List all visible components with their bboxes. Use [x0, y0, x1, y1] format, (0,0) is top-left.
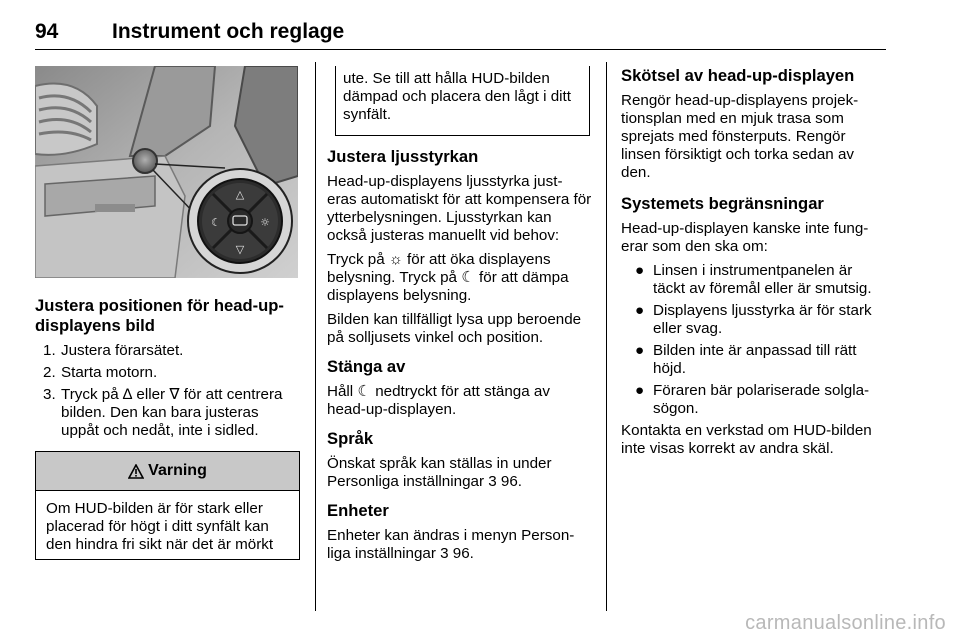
warning-continued-text: ute. Se till att hålla HUD-bilden dämpad och placera den lågt i ditt synfält.: [343, 70, 571, 123]
section-heading-off: Stänga av: [327, 357, 406, 376]
list-item: 2. Starta motorn.: [43, 364, 158, 381]
middle-column: [327, 147, 592, 569]
warning-icon: [128, 464, 144, 480]
section-heading-brightness: Justera ljusstyrkan: [327, 147, 479, 166]
small-knob: [133, 149, 157, 173]
list-item: ● Linsen i instrumentpanelen är täckt av föremål eller är smutsig.: [635, 262, 872, 297]
hud-control-pad: [188, 169, 292, 273]
section-heading-language: Språk: [327, 429, 374, 448]
warning-header: [36, 451, 299, 491]
units-paragraph: Enheter kan ändras i menyn Person-liga inställningar 3 96.: [327, 527, 575, 562]
off-paragraph: Håll ☾ nedtryckt för att stänga av head-up-displayen.: [327, 383, 550, 418]
language-paragraph: Önskat språk kan ställas in under Personliga inställningar 3 96.: [327, 455, 552, 490]
header-rule: [35, 49, 886, 50]
arrow-down-icon: ▽: [235, 243, 245, 256]
section-heading-care: Skötsel av head-up-displayen: [621, 66, 855, 85]
watermark: carmanualsonline.info: [745, 612, 946, 634]
column-divider-2: [606, 62, 607, 611]
limits-list: [621, 262, 887, 418]
section-heading-limits: Systemets begränsningar: [621, 194, 824, 213]
warning-continued-box: [335, 66, 590, 136]
limits-outro: Kontakta en verkstad om HUD-bilden inte visas korrekt av andra skäl.: [621, 422, 872, 457]
right-column: [621, 66, 887, 464]
list-item: ● Displayens ljusstyrka är för stark eller svag.: [635, 302, 872, 337]
warning-text: Om HUD-bilden är för stark eller placerad för högt i ditt synfält kan den hindra fri sikt när det är mörkt: [46, 500, 274, 553]
brightness-paragraph-3: Bilden kan tillfälligt lysa upp beroende på solljusets vinkel och position.: [327, 311, 582, 346]
hud-controls-photo: [35, 66, 298, 278]
warning-box: [35, 451, 300, 560]
sun-icon: ☼: [260, 216, 270, 229]
arrow-up-icon: △: [235, 188, 245, 201]
list-item: ● Bilden inte är anpassad till rätt höjd.: [635, 342, 857, 377]
page-title: Instrument och reglage: [112, 20, 345, 43]
limits-intro: Head-up-displayen kanske inte fung-erar som den ska om:: [621, 220, 869, 255]
column-divider-1: [315, 62, 316, 611]
section-heading-position: Justera positionen för head-up-displayens bild: [35, 296, 284, 335]
brightness-paragraph-1: Head-up-displayens ljusstyrka just-eras automatiskt för att kompensera för ytterbelysningen. Ljusstyrkan kan också justeras manuellt vid behov:: [327, 173, 592, 244]
steps-list: [35, 342, 300, 440]
list-item: 1. Justera förarsätet.: [43, 342, 184, 359]
moon-icon: ☾: [211, 216, 221, 229]
care-paragraph: Rengör head-up-displayens projek-tionsplan med en mjuk trasa som sprejats med fönsterputs. Rengör linsen försiktigt och torka sedan av den.: [621, 92, 859, 181]
brightness-paragraph-2: Tryck på ☼ för att öka displayens belysning. Tryck på ☾ för att dämpa displayens belysning.: [327, 251, 569, 304]
section-heading-units: Enheter: [327, 501, 389, 520]
page-number: 94: [35, 20, 59, 43]
warning-title: Varning: [148, 462, 207, 479]
left-column: [35, 296, 300, 444]
list-item: 3. Tryck på ∆ eller ∇ för att centrera bilden. Den kan bara justeras uppåt och nedåt, inte i sidled.: [43, 386, 283, 439]
list-item: ● Föraren bär polariserade solgla-sögon.: [635, 382, 870, 417]
hud-controls-illustration: [35, 66, 298, 278]
